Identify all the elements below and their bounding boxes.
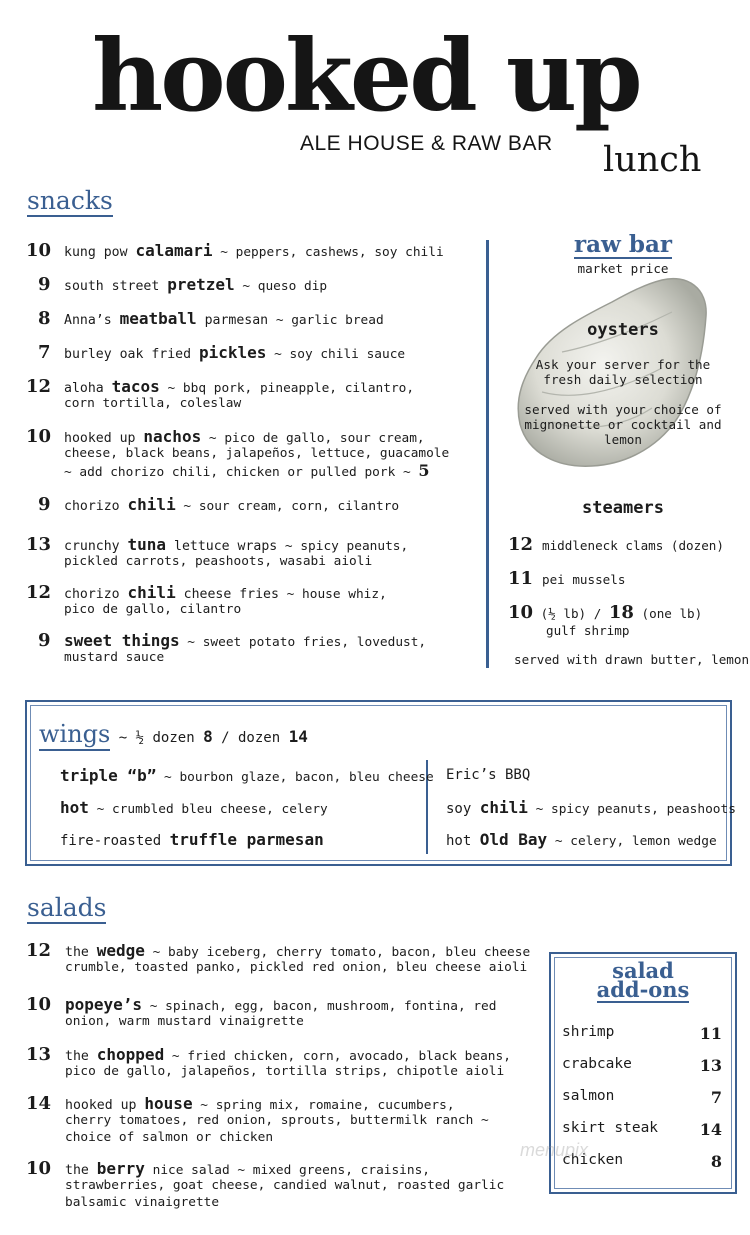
- steamer-price: 12: [508, 534, 534, 555]
- snack-pre: crunchy: [64, 539, 128, 554]
- wing-flavor-pre: fire-roasted: [60, 833, 170, 849]
- addons-title: [549, 960, 737, 1003]
- salad-name: berry: [96, 1159, 145, 1178]
- snack-pre: hooked up: [64, 431, 144, 446]
- salad-price: 10: [26, 1158, 52, 1179]
- wing-flavor-desc: ~ crumbled bleu cheese, celery: [88, 802, 328, 817]
- wings-pricing-pre: ~ ½ dozen: [110, 730, 204, 746]
- steamer-name: pei mussels: [542, 572, 626, 587]
- addon-price: 14: [699, 1120, 722, 1139]
- oysters-text: Ask your server for the fresh daily selection: [535, 357, 711, 387]
- snack-item: [64, 344, 405, 363]
- salad-pre: hooked up: [65, 1098, 145, 1113]
- snack-desc-line: corn tortilla, coleslaw: [64, 396, 242, 411]
- snack-price: 7: [38, 342, 51, 363]
- snack-price: 13: [26, 534, 52, 555]
- addon-item: [562, 1120, 722, 1139]
- addon-price: 11: [699, 1024, 722, 1043]
- wings-header: [39, 722, 308, 747]
- raw-bar-divider: [486, 240, 489, 668]
- snack-pre: south street: [64, 279, 168, 294]
- wing-flavor: [446, 831, 717, 850]
- snack-price: 10: [26, 426, 52, 447]
- addon-price: 8: [710, 1152, 722, 1171]
- wings-title: wings: [39, 720, 110, 751]
- snack-name: tacos: [111, 377, 160, 396]
- snack-name: chili: [127, 583, 176, 602]
- salads-title: salads: [27, 895, 106, 924]
- snack-pre: kung pow: [64, 245, 136, 260]
- snack-addon-text: ~ add chorizo chili, chicken or pulled pork ~: [64, 465, 419, 480]
- addon-item: [562, 1088, 722, 1107]
- snack-post: parmesan: [196, 313, 269, 328]
- snack-price: 8: [38, 308, 51, 329]
- snack-price: 12: [26, 582, 52, 603]
- snack-post: cheese fries: [175, 587, 279, 602]
- snack-desc: ~ sour cream, corn, cilantro: [175, 499, 400, 514]
- snack-desc: ~ house whiz,: [278, 587, 387, 602]
- salad-desc: ~ spring mix, romaine, cucumbers,: [192, 1098, 455, 1113]
- wing-flavor-name: triple “b”: [60, 766, 157, 785]
- wing-flavor: [446, 767, 530, 784]
- wing-flavor-pre: soy: [446, 801, 480, 817]
- snack-price: 10: [26, 240, 52, 261]
- wing-flavor: [60, 831, 324, 850]
- snack-name: pretzel: [167, 275, 235, 294]
- wings-dozen-price: 14: [288, 727, 308, 746]
- salad-desc: ~ spinach, egg, bacon, mushroom, fontina, red: [142, 999, 497, 1014]
- oysters-served-text: served with your choice of mignonette or cocktail and lemon: [524, 402, 722, 447]
- addons-title-line2: add-ons: [596, 977, 690, 1003]
- snack-name: pickles: [198, 343, 267, 362]
- steamer-price: 11: [508, 568, 534, 589]
- wing-flavor: [60, 799, 328, 818]
- snack-desc-line: mustard sauce: [64, 650, 165, 665]
- raw-bar-heading: [520, 233, 726, 259]
- salad-price: 12: [26, 940, 52, 961]
- snack-pre: aloha: [64, 381, 112, 396]
- wing-flavor-name: hot: [60, 798, 89, 817]
- snack-desc: ~ sweet potato fries, lovedust,: [179, 635, 427, 650]
- snack-desc-line: cheese, black beans, jalapeños, lettuce, guacamole: [64, 446, 450, 461]
- wing-flavor-name: truffle parmesan: [169, 830, 324, 849]
- snack-item: [64, 496, 399, 515]
- raw-bar-subtitle: market price: [577, 261, 669, 276]
- snack-price: 9: [38, 630, 51, 651]
- shrimp-size-half: (½ lb) /: [533, 606, 609, 621]
- oysters-title: oysters: [587, 320, 659, 340]
- snack-desc: ~ garlic bread: [268, 313, 384, 328]
- wing-flavor-pre: hot: [446, 833, 480, 849]
- salad-pre: the: [65, 1163, 97, 1178]
- salad-name: house: [144, 1094, 193, 1113]
- snack-desc: ~ spicy peanuts,: [277, 539, 409, 554]
- snack-name: sweet things: [64, 631, 180, 650]
- salad-desc-line: crumble, toasted panko, pickled red onion, bleu cheese aioli: [65, 960, 528, 975]
- snack-desc: ~ soy chili sauce: [266, 347, 406, 362]
- snack-pre: burley oak fried: [64, 347, 199, 362]
- wings-pricing-mid: / dozen: [212, 730, 289, 746]
- snack-desc: ~ queso dip: [234, 279, 328, 294]
- shrimp-price-half: 10: [508, 602, 534, 623]
- salad-desc-line: balsamic vinaigrette: [65, 1195, 220, 1210]
- snack-post: lettuce wraps: [166, 539, 278, 554]
- snack-desc: ~ bbq pork, pineapple, cilantro,: [159, 381, 415, 396]
- salad-pre: the: [65, 945, 97, 960]
- snack-addon-price: 5: [418, 461, 430, 480]
- salad-name: wedge: [96, 941, 145, 960]
- addon-item: [562, 1056, 722, 1075]
- addon-item: [562, 1024, 722, 1043]
- snack-name: tuna: [127, 535, 167, 554]
- snack-name: nachos: [143, 427, 202, 446]
- shrimp-pricing: [508, 604, 702, 622]
- wings-half-price: 8: [203, 727, 213, 746]
- snack-item: [64, 276, 327, 295]
- wing-flavor-name: Eric’s BBQ: [446, 767, 531, 783]
- snack-pre: chorizo: [64, 587, 128, 602]
- salad-desc-line: choice of salmon or chicken: [65, 1130, 274, 1145]
- steamers-note: served with drawn butter, lemon: [514, 652, 750, 667]
- salad-price: 13: [26, 1044, 52, 1065]
- logo-subtitle: ALE HOUSE & RAW BAR: [300, 132, 553, 155]
- shrimp-size-full: (one lb): [633, 606, 703, 621]
- salad-desc-line: cherry tomatoes, red onion, sprouts, buttermilk ranch ~: [65, 1113, 489, 1128]
- snack-desc: ~ peppers, cashews, soy chili: [212, 245, 444, 260]
- snack-price: 9: [38, 274, 51, 295]
- wing-flavor-name: Old Bay: [479, 830, 548, 849]
- addon-price: 7: [710, 1088, 722, 1107]
- menu-type: lunch: [603, 140, 702, 180]
- wing-flavor-desc: ~ celery, lemon wedge: [547, 834, 717, 849]
- addons-title-line1: salad: [612, 958, 674, 983]
- salad-name: popeye’s: [65, 995, 143, 1014]
- snack-name: calamari: [135, 241, 213, 260]
- wing-flavor-desc: ~ spicy peanuts, peashoots: [527, 802, 736, 817]
- salad-desc: ~ fried chicken, corn, avocado, black beans,: [164, 1049, 511, 1064]
- salad-price: 14: [26, 1093, 52, 1114]
- snack-pre: chorizo: [64, 499, 128, 514]
- addon-name: chicken: [562, 1152, 624, 1168]
- snack-desc-line: pico de gallo, cilantro: [64, 602, 242, 617]
- snack-item: [64, 310, 384, 329]
- salad-price: 10: [26, 994, 52, 1015]
- wing-flavor: [60, 767, 434, 786]
- snack-price: 9: [38, 494, 51, 515]
- snack-pre: Anna’s: [64, 313, 120, 328]
- shrimp-name: gulf shrimp: [546, 623, 630, 638]
- snack-name: meatball: [119, 309, 197, 328]
- steamer-name: middleneck clams (dozen): [542, 538, 724, 553]
- snack-desc: ~ pico de gallo, sour cream,: [201, 431, 425, 446]
- salad-desc: nice salad ~ mixed greens, craisins,: [144, 1163, 430, 1178]
- wing-flavor-name: chili: [479, 798, 528, 817]
- watermark: menupix: [520, 1140, 589, 1160]
- logo: hooked up: [92, 19, 640, 134]
- snacks-title: snacks: [27, 188, 113, 217]
- salad-name: chopped: [96, 1045, 165, 1064]
- wing-flavor: [446, 799, 736, 818]
- addon-name: salmon: [562, 1088, 615, 1104]
- salad-desc-line: strawberries, goat cheese, candied walnut, roasted garlic: [65, 1178, 505, 1193]
- wing-flavor-desc: ~ bourbon glaze, bacon, bleu cheese: [156, 770, 434, 785]
- addon-name: crabcake: [562, 1056, 632, 1072]
- snack-name: chili: [127, 495, 176, 514]
- snack-desc-line: pickled carrots, peashoots, wasabi aioli: [64, 554, 373, 569]
- salad-desc-line: pico de gallo, jalapeños, tortilla strips, chipotle aioli: [65, 1064, 505, 1079]
- addon-name: skirt steak: [562, 1120, 659, 1136]
- salad-desc-line: onion, warm mustard vinaigrette: [65, 1014, 304, 1029]
- snack-item: [64, 242, 444, 261]
- raw-bar-title: raw bar: [574, 231, 672, 258]
- addon-price: 13: [699, 1056, 722, 1075]
- salad-pre: the: [65, 1049, 97, 1064]
- snack-desc-line: [64, 462, 430, 481]
- snack-price: 12: [26, 376, 52, 397]
- steamers-title: steamers: [582, 498, 664, 518]
- addon-name: shrimp: [562, 1024, 615, 1040]
- salad-desc: ~ baby iceberg, cherry tomato, bacon, bleu cheese: [144, 945, 531, 960]
- shrimp-price-full: 18: [608, 602, 634, 623]
